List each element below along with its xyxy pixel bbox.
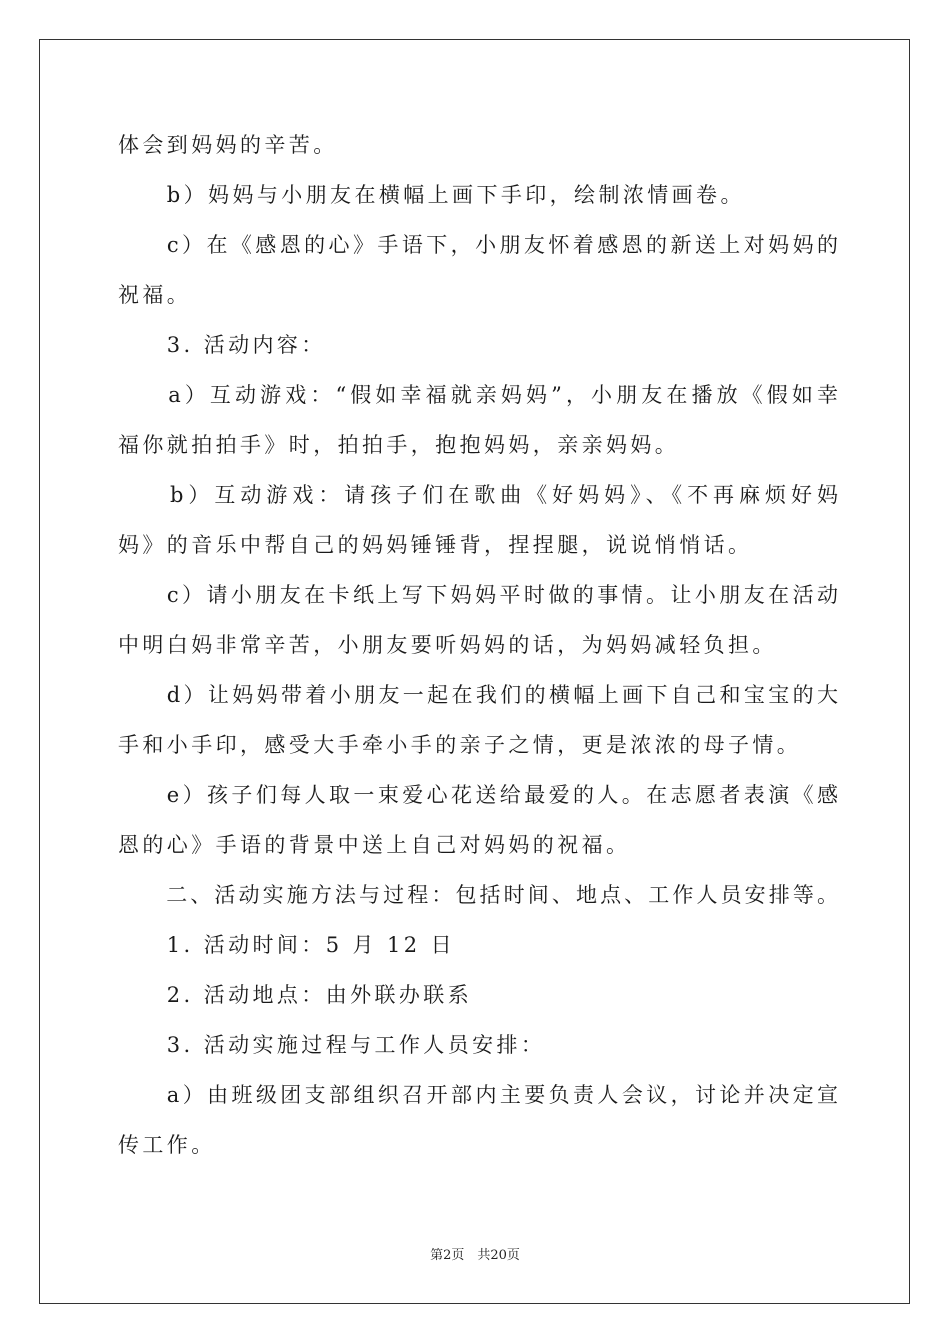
text-line: 恩的心》手语的背景中送上自己对妈妈的祝福。	[118, 833, 631, 857]
text-line: 1. 活动时间：5 月 12 日	[118, 933, 456, 957]
text-line: 福你就拍拍手》时，拍拍手，抱抱妈妈，亲亲妈妈。	[118, 433, 680, 457]
text-line: 传工作。	[118, 1133, 216, 1157]
text-line: 体会到妈妈的辛苦。	[118, 133, 338, 157]
page-footer: 第2页 共20页	[430, 1248, 520, 1263]
text-line: d）让妈妈带着小朋友一起在我们的横幅上画下自己和宝宝的大	[118, 683, 838, 707]
text-line: 祝福。	[118, 283, 192, 307]
text-line: c）在《感恩的心》手语下，小朋友怀着感恩的新送上对妈妈的	[118, 233, 838, 257]
text-line: 3. 活动实施过程与工作人员安排：	[118, 1033, 546, 1057]
page-border	[39, 39, 910, 1304]
text-line: 2. 活动地点：由外联办联系	[118, 983, 473, 1007]
text-line: 中明白妈非常辛苦，小朋友要听妈妈的话，为妈妈减轻负担。	[118, 633, 777, 657]
text-line: b）互动游戏：请孩子们在歌曲《好妈妈》、《不再麻烦好妈	[118, 483, 838, 507]
text-line: 3. 活动内容：	[118, 333, 326, 357]
text-line: 手和小手印，感受大手牵小手的亲子之情，更是浓浓的母子情。	[118, 733, 802, 757]
text-line: c）请小朋友在卡纸上写下妈妈平时做的事情。让小朋友在活动	[118, 583, 838, 607]
text-line: e）孩子们每人取一束爱心花送给最爱的人。在志愿者表演《感	[118, 783, 838, 807]
text-line: b）妈妈与小朋友在横幅上画下手印，绘制浓情画卷。	[118, 183, 745, 207]
text-line: a）互动游戏：“假如幸福就亲妈妈”，小朋友在播放《假如幸	[118, 383, 838, 407]
text-line: 二、活动实施方法与过程：包括时间、地点、工作人员安排等。	[118, 883, 838, 907]
text-line: a）由班级团支部组织召开部内主要负责人会议，讨论并决定宣	[118, 1083, 838, 1107]
text-line: 妈》的音乐中帮自己的妈妈锤锤背，捏捏腿，说说悄悄话。	[118, 533, 753, 557]
